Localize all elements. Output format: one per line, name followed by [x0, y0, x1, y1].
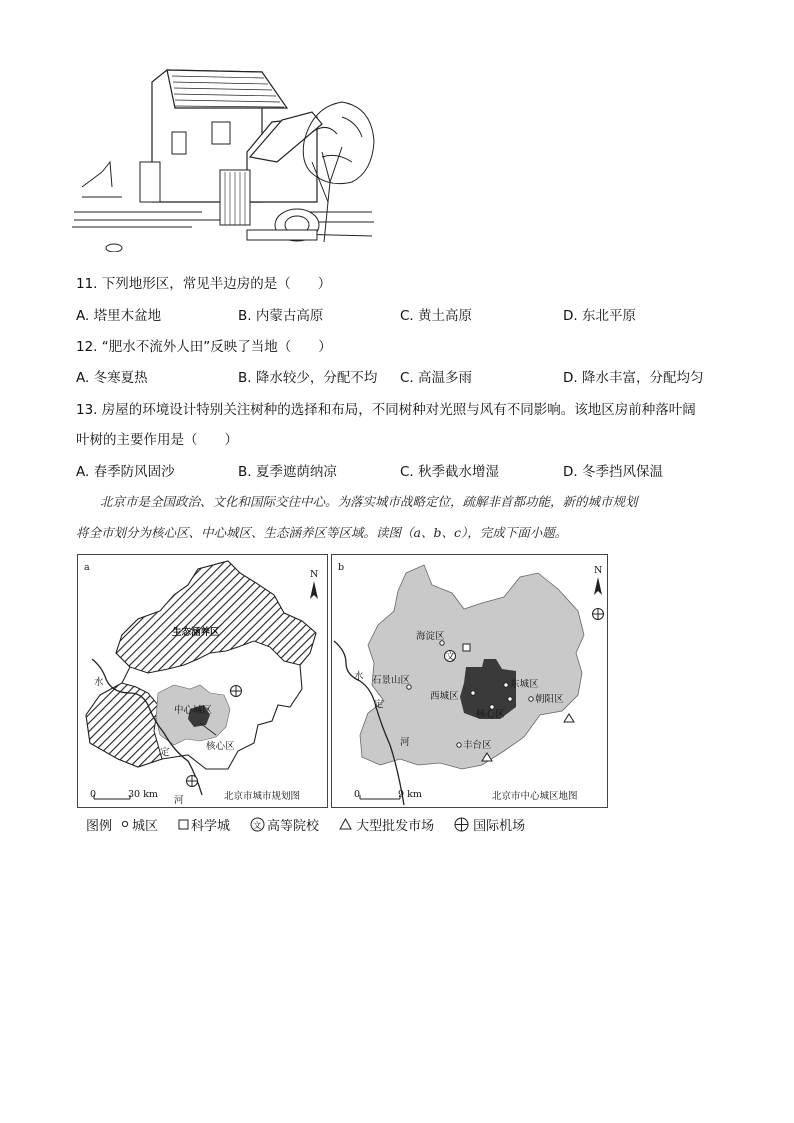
- map-a-scale-zero: 0: [90, 789, 97, 800]
- q11-option-a[interactable]: A. 塔里木盆地: [76, 308, 162, 324]
- map-a-scale-label: 30 km: [128, 789, 158, 800]
- house-illustration: [72, 62, 382, 252]
- wholesale-market-icon: [339, 818, 352, 830]
- legend-item-city-district: 城区: [132, 818, 159, 834]
- map-a-river-char-2: 定: [160, 747, 170, 758]
- q13-option-d[interactable]: D. 冬季挡风保温: [563, 464, 663, 480]
- map-b-district-chaoyang: 朝阳区: [535, 694, 564, 705]
- q13-option-a[interactable]: A. 春季防风固沙: [76, 464, 175, 480]
- question-11-stem: 11. 下列地形区，常见半边房的是（ ）: [76, 276, 332, 292]
- airport-icon: [454, 817, 469, 832]
- map-b-scale-bar: [360, 795, 400, 799]
- q13-option-b[interactable]: B. 夏季遮荫纳凉: [238, 464, 337, 480]
- map-b-scale-zero: 0: [354, 789, 361, 800]
- map-b-central-city: [331, 554, 608, 808]
- north-arrow-icon-map-a: [310, 581, 318, 599]
- intro-line-1: 北京市是全国政治、文化和国际交往中心。为落实城市战略定位，疏解非首都功能，新的城市规划: [100, 494, 638, 509]
- map-a-eco-label: 生态涵养区: [172, 627, 220, 638]
- question-13-stem-line1: 13. 房屋的环境设计特别关注树种的选择和布局，不同树种对光照与风有不同影响。该地区房前种落叶阔: [76, 402, 696, 418]
- q11-option-c[interactable]: C. 黄土高原: [400, 308, 473, 324]
- legend-item-airport: 国际机场: [473, 818, 526, 834]
- map-legend: [86, 814, 525, 834]
- map-b-district-xicheng: 西城区: [430, 691, 459, 702]
- airport-icon-map-a-2: [187, 776, 198, 787]
- q11-option-b[interactable]: B. 内蒙古高原: [238, 308, 324, 324]
- q13-option-c[interactable]: C. 秋季截水增湿: [400, 464, 500, 480]
- intro-line-2: 将全市划分为核心区、中心城区、生态涵养区等区域。读图（a、b、c），完成下面小题。: [76, 525, 568, 540]
- university-icon-map-b: [445, 651, 456, 663]
- map-a-letter: a: [84, 562, 90, 573]
- airport-icon-map-a-1: [231, 686, 242, 697]
- map-b-river-char-2: 定: [374, 699, 384, 710]
- science-city-icon: [178, 819, 189, 830]
- map-b-caption: 北京市中心城区地图: [492, 791, 578, 802]
- map-a-center-label: 中心城区: [174, 705, 213, 716]
- legend-title: 图例: [86, 818, 113, 834]
- map-b-district-fengtai: 丰台区: [463, 740, 492, 751]
- legend-item-university: 高等院校: [267, 818, 320, 834]
- legend-item-science-city: 科学城: [191, 818, 231, 834]
- map-b-letter: b: [338, 562, 345, 573]
- city-district-icon: [120, 819, 130, 829]
- question-12-stem: 12. “肥水不流外人田”反映了当地（ ）: [76, 339, 332, 355]
- legend-item-wholesale-market: 大型批发市场: [356, 818, 435, 834]
- university-icon: [250, 817, 265, 832]
- map-a-scale-bar: [94, 795, 130, 799]
- map-b-north-label: N: [594, 565, 603, 576]
- q12-option-d[interactable]: D. 降水丰富，分配均匀: [563, 370, 704, 386]
- map-a-beijing-planning: [77, 554, 328, 808]
- map-b-river-char-1: 水: [354, 671, 364, 682]
- q12-option-c[interactable]: C. 高温多雨: [400, 370, 473, 386]
- map-b-district-dongcheng: 东城区: [510, 679, 539, 690]
- map-a-caption: 北京市城市规划图: [224, 791, 301, 802]
- q11-option-d[interactable]: D. 东北平原: [563, 308, 636, 324]
- wholesale-market-icon-map-b-1: [564, 714, 574, 722]
- science-city-icon-map-b: [463, 644, 470, 651]
- map-a-core-label: 核心区: [206, 741, 235, 752]
- q12-option-a[interactable]: A. 冬寒夏热: [76, 370, 148, 386]
- map-a-river-char-1: 水: [94, 677, 104, 688]
- map-b-district-haidian: 海淀区: [416, 631, 445, 642]
- map-a-north-label: N: [310, 569, 319, 580]
- map-b-university-symbol: 文: [445, 651, 456, 663]
- airport-icon-map-b: [593, 609, 604, 620]
- map-b-river-char-3: 河: [400, 737, 410, 748]
- legend-university-symbol: 文: [253, 820, 262, 830]
- q12-option-b[interactable]: B. 降水较少，分配不均: [238, 370, 378, 386]
- map-b-scale-label: 9 km: [398, 789, 422, 800]
- north-arrow-icon-map-b: [594, 577, 602, 595]
- map-b-core-label: 核心区: [476, 709, 505, 720]
- question-13-stem-line2: 叶树的主要作用是（ ）: [76, 432, 238, 448]
- map-a-river-char-3: 河: [174, 795, 184, 806]
- map-b-district-shijingshan: 石景山区: [372, 675, 411, 686]
